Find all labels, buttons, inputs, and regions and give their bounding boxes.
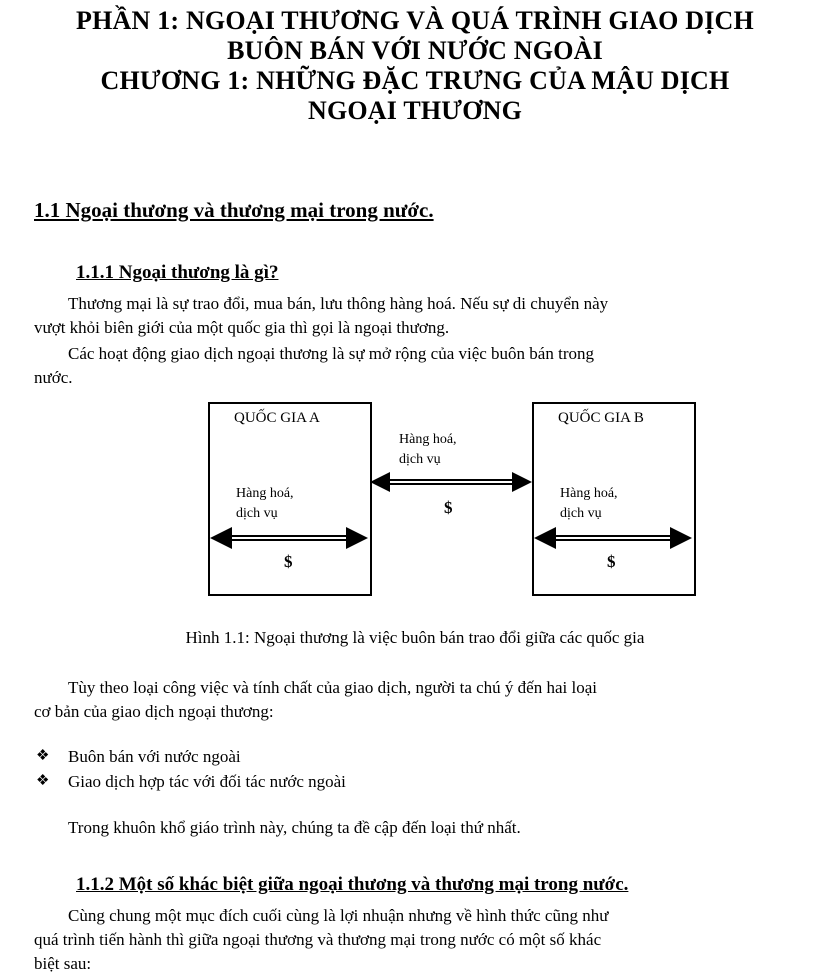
list-item-text: Buôn bán với nước ngoài — [68, 747, 241, 766]
figure-caption: Hình 1.1: Ngoại thương là việc buôn bán trao đổi giữa các quốc gia — [185, 628, 645, 647]
diamond-bullet-icon: ❖ — [36, 773, 50, 789]
chapter-title-line-2: NGOẠI THƯƠNG — [307, 96, 523, 125]
goods-label-line-1: Hàng hoá, — [399, 432, 457, 447]
chapter-title-line-1: CHƯƠNG 1: NHỮNG ĐẶC TRƯNG CỦA MẬU DỊCH — [100, 66, 730, 95]
paragraph-line: nước. — [34, 368, 73, 387]
goods-label-line-1: Hàng hoá, — [236, 486, 294, 501]
paragraph-differences — [34, 904, 804, 976]
goods-label-line-2: dịch vụ — [399, 452, 441, 467]
paragraph-scope — [34, 816, 804, 840]
paragraph-line: biệt sau: — [34, 954, 92, 973]
paragraph-line: Các hoạt động giao dịch ngoại thương là sự mở rộng của việc buôn bán trong — [68, 344, 594, 363]
double-arrow-icon — [534, 526, 692, 550]
country-a-label: QUỐC GIA A — [234, 410, 320, 426]
middle-goods-label — [399, 430, 457, 470]
country-a-dollar-label: $ — [284, 552, 293, 571]
goods-label-line-2: dịch vụ — [236, 506, 278, 521]
section-heading-1-1-1: 1.1.1 Ngoại thương là gì? — [76, 262, 279, 283]
paragraph-line: Cùng chung một mục đích cuối cùng là lợi nhuận nhưng về hình thức cũng như — [68, 906, 609, 925]
paragraph-line: Thương mại là sự trao đổi, mua bán, lưu thông hàng hoá. Nếu sự di chuyển này — [68, 294, 609, 313]
list-item — [34, 744, 346, 769]
paragraph-extension — [34, 342, 804, 390]
country-b-goods-label — [560, 484, 618, 524]
diamond-bullet-icon: ❖ — [36, 748, 50, 764]
paragraph-definition — [34, 292, 804, 340]
country-a-goods-label — [236, 484, 294, 524]
paragraph-line: quá trình tiến hành thì giữa ngoại thương và thương mại trong nước có một số khác — [34, 930, 602, 949]
part-title-line-2: BUÔN BÁN VỚI NƯỚC NGOÀI — [227, 36, 603, 65]
country-b-dollar-label: $ — [607, 552, 616, 571]
double-arrow-icon — [370, 470, 532, 494]
paragraph-line: vượt khỏi biên giới của một quốc gia thì gọi là ngoại thương. — [34, 318, 450, 337]
middle-dollar-label: $ — [444, 498, 453, 517]
goods-label-line-1: Hàng hoá, — [560, 486, 618, 501]
paragraph-types — [34, 676, 804, 724]
paragraph-line: cơ bản của giao dịch ngoại thương: — [34, 702, 274, 721]
list-item-text: Giao dịch hợp tác với đối tác nước ngoài — [68, 772, 346, 791]
double-arrow-icon — [210, 526, 368, 550]
goods-label-line-2: dịch vụ — [560, 506, 602, 521]
part-title-line-1: PHẦN 1: NGOẠI THƯƠNG VÀ QUÁ TRÌNH GIAO DỊCH — [76, 6, 754, 35]
paragraph-line: Trong khuôn khổ giáo trình này, chúng ta đề cập đến loại thứ nhất. — [68, 818, 521, 837]
bullet-list — [34, 744, 346, 794]
country-b-label: QUỐC GIA B — [558, 410, 644, 426]
paragraph-line: Tùy theo loại công việc và tính chất của giao dịch, người ta chú ý đến hai loại — [68, 678, 597, 697]
section-heading-1-1-2: 1.1.2 Một số khác biệt giữa ngoại thương và thương mại trong nước. — [76, 874, 629, 895]
list-item — [34, 769, 346, 794]
section-heading-1-1: 1.1 Ngoại thương và thương mại trong nước. — [34, 198, 434, 222]
